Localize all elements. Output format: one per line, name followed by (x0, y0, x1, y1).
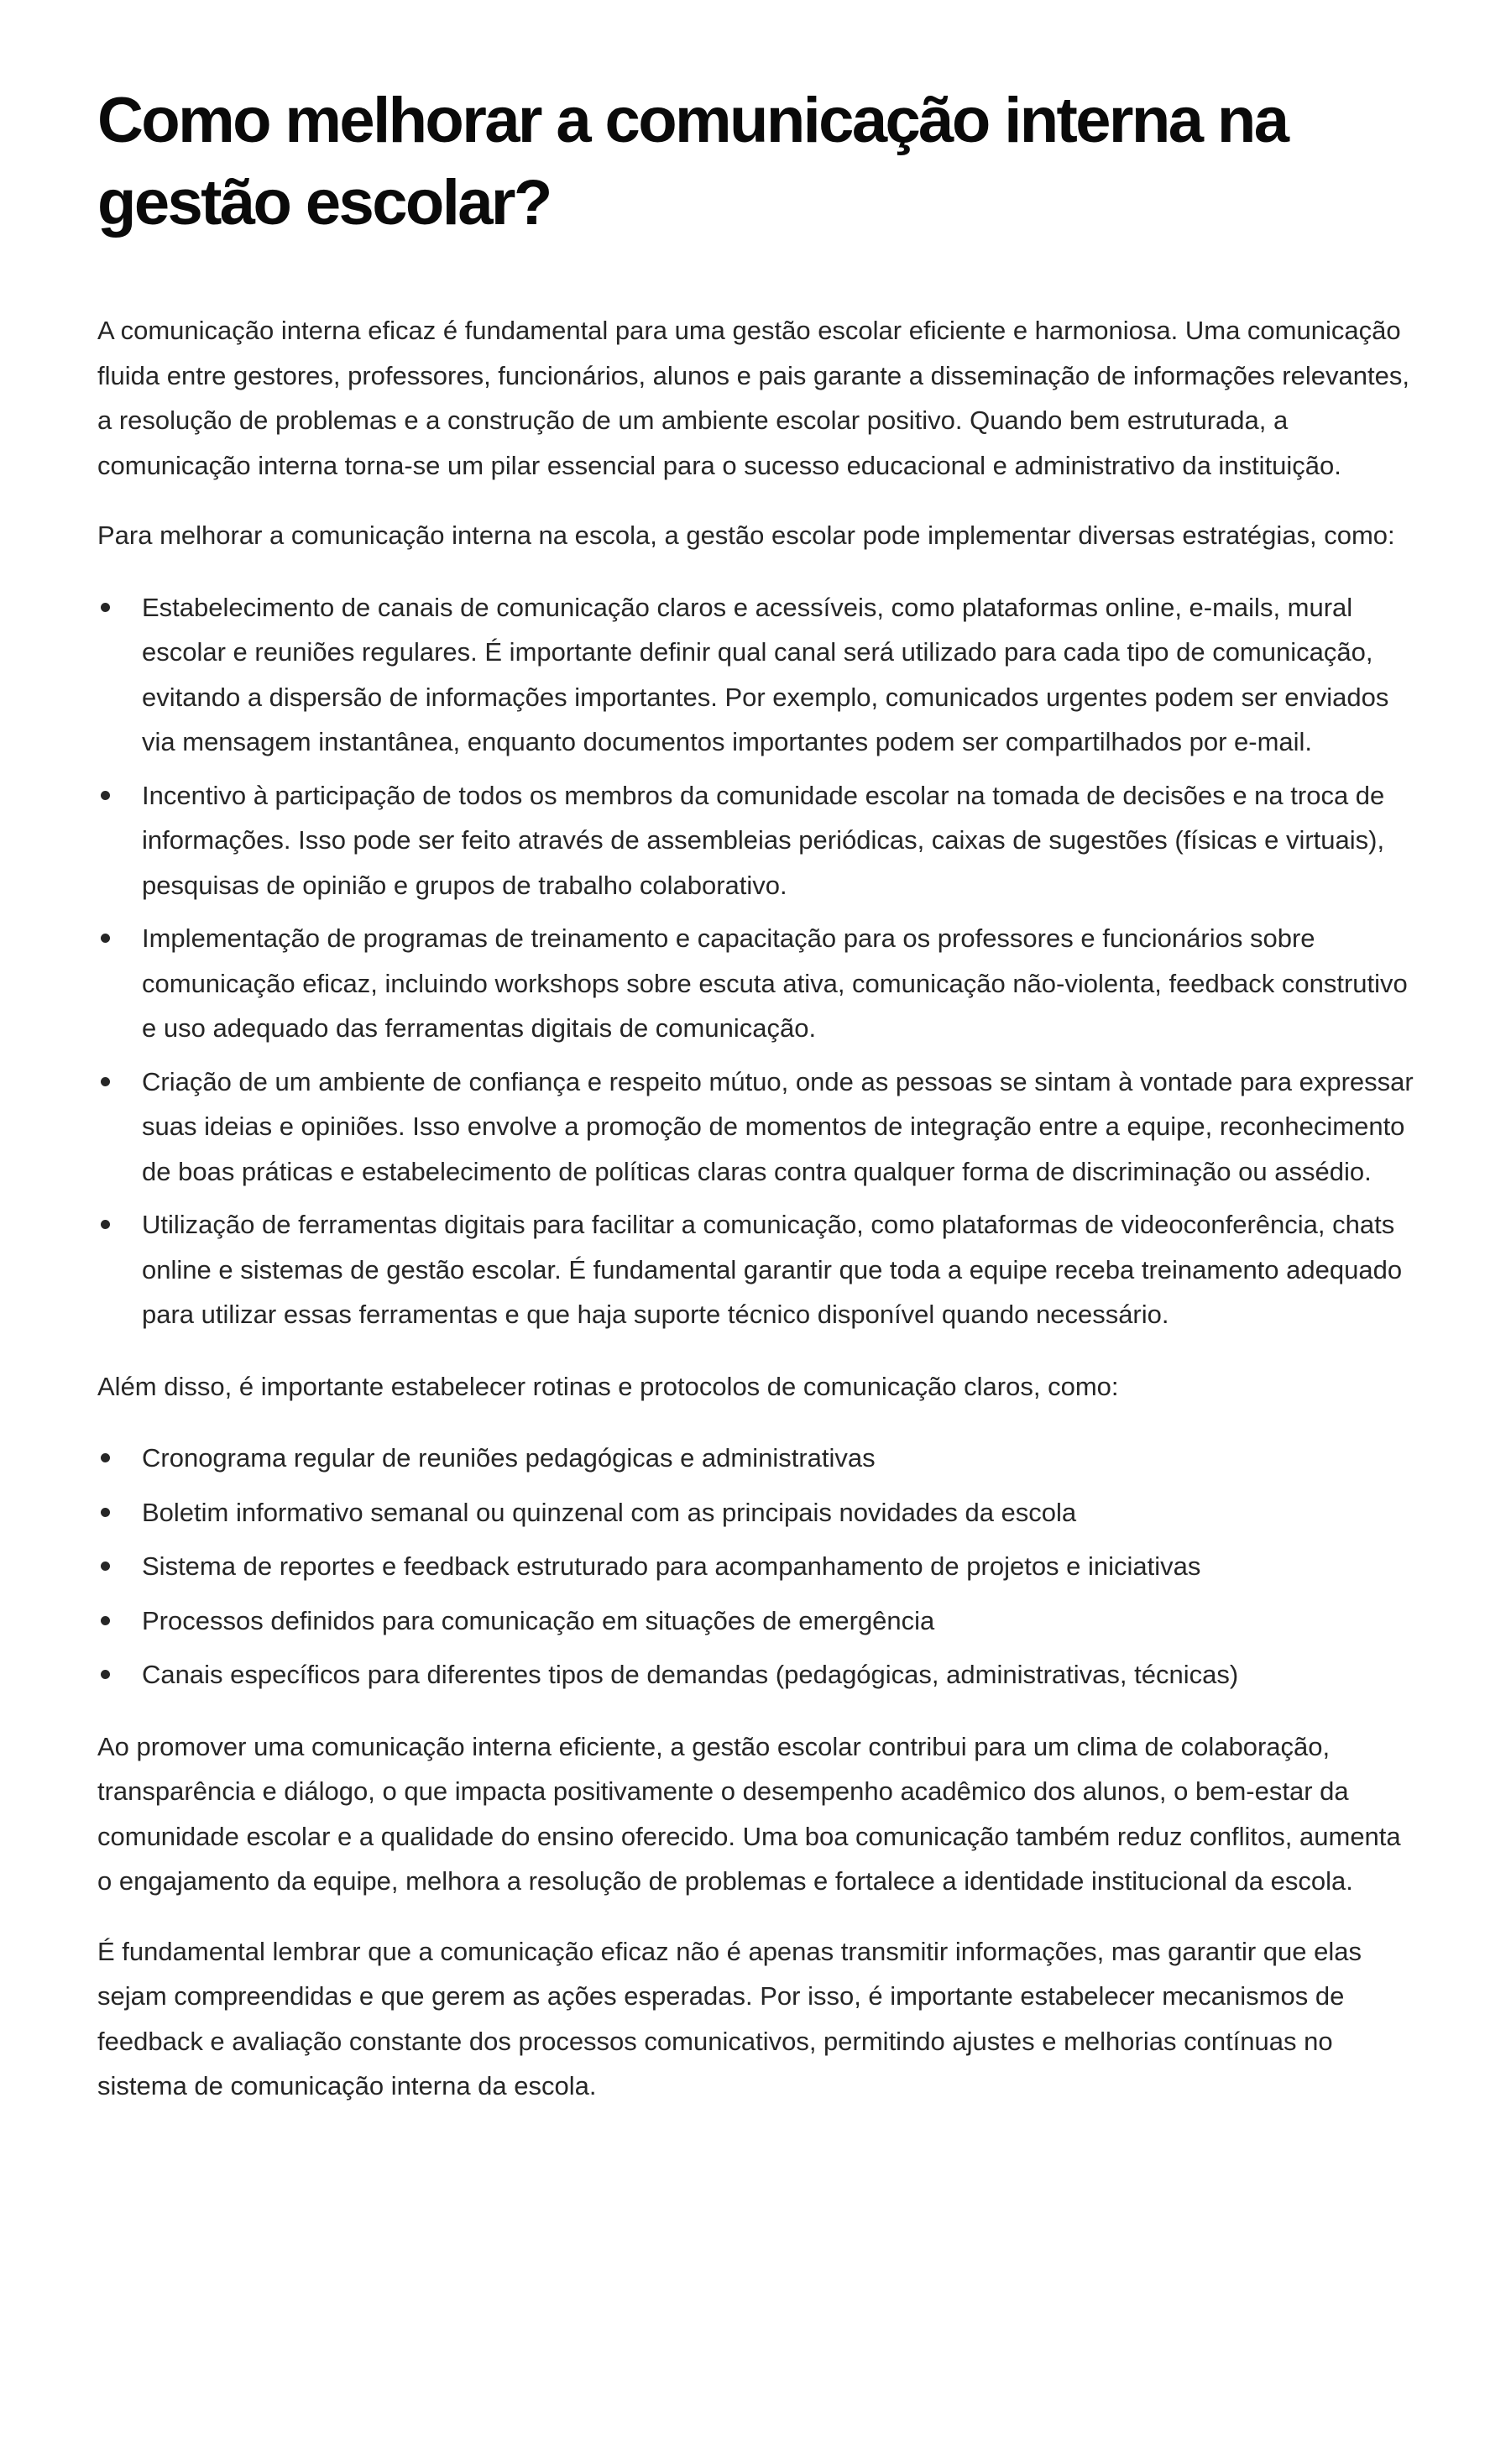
list-item (97, 1544, 1419, 1589)
strategies-list (97, 585, 1419, 1337)
intro-paragraph: A comunicação interna eficaz é fundamental para uma gestão escolar eficiente e harmoniosa. Uma comunicação fluida entre gestores, professores, funcionários, alunos e pais garante a disseminação de informações relevantes, a resolução de problemas e a construção de um ambiente escolar positivo. Quando bem estruturada, a comunicação interna torna-se um pilar essencial para o sucesso educacional e administrativo da instituição. (97, 316, 1409, 480)
list-item (97, 1202, 1419, 1337)
bullet-icon (101, 603, 110, 612)
bullet-icon (101, 1220, 110, 1229)
list-item-text: Incentivo à participação de todos os membros da comunidade escolar na tomada de decisões e na troca de informações. Isso pode ser feito através de assembleias periódicas, caixas de sugestões (físicas e virtuais), pesquisas de opinião e grupos de trabalho colaborativo. (142, 780, 1385, 900)
list-item-text: Canais específicos para diferentes tipos de demandas (pedagógicas, administrativas, técnicas) (142, 1660, 1239, 1689)
routines-list (97, 1436, 1419, 1698)
bullet-icon (101, 1562, 110, 1571)
list-item-text: Implementação de programas de treinamento e capacitação para os professores e funcionários sobre comunicação eficaz, incluindo workshops sobre escuta ativa, comunicação não-violenta, feedback construtivo e uso adequado das ferramentas digitais de comunicação. (142, 923, 1408, 1043)
list-item-text: Estabelecimento de canais de comunicação claros e acessíveis, como plataformas online, e-mails, mural escolar e reuniões regulares. É importante definir qual canal será utilizado para cada tipo de comunicação, evitando a dispersão de informações importantes. Por exemplo, comunicados urgentes podem ser enviados via mensagem instantânea, enquanto documentos importantes podem ser compartilhados por e-mail. (142, 592, 1389, 756)
list-item (97, 1652, 1419, 1698)
bullet-icon (101, 791, 110, 800)
list-item-text: Utilização de ferramentas digitais para facilitar a comunicação, como plataformas de videoconferência, chats online e sistemas de gestão escolar. É fundamental garantir que toda a equipe receba treinamento adequado para utilizar essas ferramentas e que haja suporte técnico disponível quando necessário. (142, 1210, 1403, 1329)
list-item (97, 773, 1419, 908)
bullet-icon (101, 1077, 110, 1086)
list-item-text: Criação de um ambiente de confiança e respeito mútuo, onde as pessoas se sintam à vontade para expressar suas ideias e opiniões. Isso envolve a promoção de momentos de integração entre a equipe, reconhecimento de boas práticas e estabelecimento de políticas claras contra qualquer forma de discriminação ou assédio. (142, 1066, 1414, 1186)
list-item-text: Cronograma regular de reuniões pedagógicas e administrativas (142, 1443, 876, 1473)
list-item (97, 916, 1419, 1051)
list-item-text: Processos definidos para comunicação em situações de emergência (142, 1605, 935, 1635)
bullet-icon (101, 1616, 110, 1625)
strategies-intro-paragraph: Para melhorar a comunicação interna na escola, a gestão escolar pode implementar diversas estratégias, como: (97, 521, 1395, 550)
page-title: Como melhorar a comunicação interna na gestão escolar? (97, 85, 1288, 238)
routines-intro-paragraph: Além disso, é importante estabelecer rotinas e protocolos de comunicação claros, como: (97, 1371, 1119, 1401)
list-item (97, 1059, 1419, 1195)
bullet-icon (101, 1453, 110, 1462)
list-item-text: Sistema de reportes e feedback estruturado para acompanhamento de projetos e iniciativas (142, 1551, 1201, 1581)
bullet-icon (101, 1508, 110, 1517)
bullet-icon (101, 934, 110, 943)
list-item-text: Boletim informativo semanal ou quinzenal com as principais novidades da escola (142, 1497, 1077, 1527)
bullet-icon (101, 1670, 110, 1679)
list-item (97, 1436, 1419, 1481)
list-item (97, 585, 1419, 765)
final-note-paragraph: É fundamental lembrar que a comunicação eficaz não é apenas transmitir informações, mas garantir que elas sejam compreendidas e que gerem as ações esperadas. Por isso, é importante estabelecer mecanismos de feedback e avaliação constante dos processos comunicativos, permitindo ajustes e melhorias contínuas no sistema de comunicação interna da escola. (97, 1936, 1362, 2100)
conclusion-paragraph: Ao promover uma comunicação interna eficiente, a gestão escolar contribui para um clima de colaboração, transparência e diálogo, o que impacta positivamente o desempenho acadêmico dos alunos, o bem-estar da comunidade escolar e a qualidade do ensino oferecido. Uma boa comunicação também reduz conflitos, aumenta o engajamento da equipe, melhora a resolução de problemas e fortalece a identidade institucional da escola. (97, 1731, 1401, 1896)
list-item (97, 1490, 1419, 1535)
list-item (97, 1598, 1419, 1644)
